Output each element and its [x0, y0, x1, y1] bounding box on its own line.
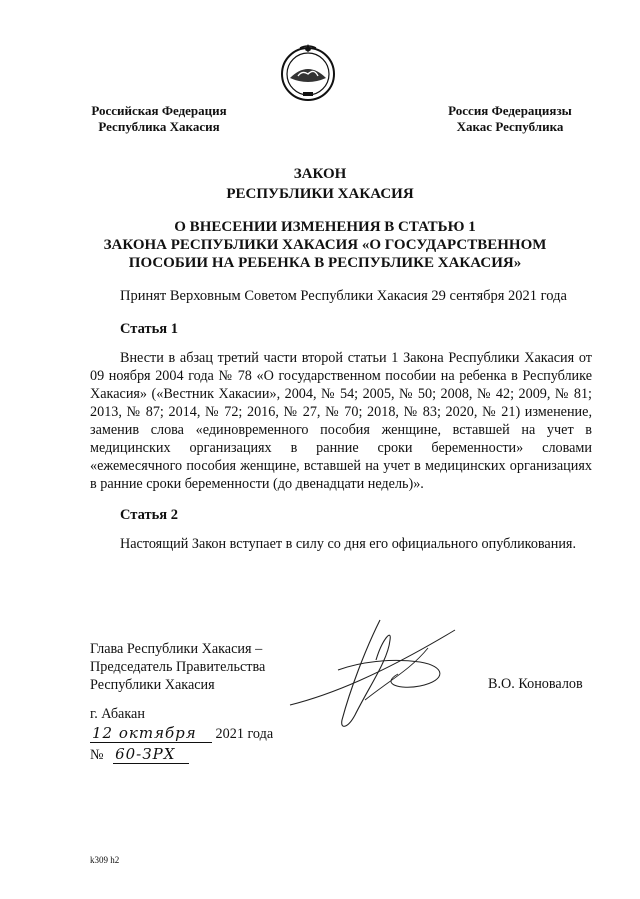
law-number — [90, 745, 189, 764]
law-title-line-2: РЕСПУБЛИКИ ХАКАСИЯ — [226, 186, 414, 202]
header-right-line-1: Россия Федерациязы — [448, 103, 572, 118]
date-suffix: 2021 года — [215, 726, 274, 742]
number-sign: № — [90, 747, 104, 763]
header-left-line-2: Республика Хакасия — [98, 119, 220, 134]
signatory-position-line-1: Глава Республики Хакасия – — [90, 641, 263, 657]
handwritten-date: 12 октября — [90, 724, 212, 743]
header-left — [84, 103, 234, 135]
signing-date — [90, 724, 273, 743]
signatory-name: В.О. Коновалов — [488, 676, 583, 692]
handwritten-number: 60-ЗРХ — [113, 745, 189, 764]
place-of-signing: г. Абакан — [90, 706, 145, 722]
signatory-position — [90, 640, 265, 694]
article-1-heading: Статья 1 — [120, 321, 178, 337]
article-1-text: Внести в абзац третий части второй статьи 1 Закона Республики Хакасия от 09 ноября 2004 года № 78 «О государственном пособии на ребенка в Республике Хакасия» («Вестник Хакасии», 2004, № 54; 2005, № 50; 2008, № 42; 2009, № 81; 2013, № 87; 2014, № 72; 2016, № 27, № 70; 2018, № 83; 2020, № 21) изменение, заменив слова «единовременного пособия женщине, вставшей на учет в медицинских организациях в ранние сроки беременности» словами «ежемесячного пособия женщине, вставшей на учет в медицинских организациях в ранние сроки беременности (до двенадцати недель)». — [90, 350, 592, 492]
article-2-text: Настоящий Закон вступает в силу со дня его официального опубликования. — [120, 536, 576, 552]
header-right — [430, 103, 590, 135]
law-subject-line-3: ПОСОБИИ НА РЕБЕНКА В РЕСПУБЛИКЕ ХАКАСИЯ» — [128, 255, 522, 271]
signatory-position-line-2: Председатель Правительства — [90, 659, 266, 675]
law-subject-line-1: О ВНЕСЕНИИ ИЗМЕНЕНИЯ В СТАТЬЮ 1 — [174, 219, 476, 235]
law-title-line-1: ЗАКОН — [293, 166, 347, 182]
footer-code: k309 h2 — [90, 855, 120, 865]
article-2-heading: Статья 2 — [120, 507, 178, 523]
law-subject — [90, 218, 560, 272]
adoption-statement: Принят Верховным Советом Республики Хакасия 29 сентября 2021 года — [120, 288, 567, 304]
handwritten-signature — [270, 600, 490, 750]
law-title — [0, 164, 640, 204]
header-left-line-1: Российская Федерация — [91, 103, 227, 118]
header-right-line-2: Хакас Республика — [456, 119, 564, 134]
law-subject-line-2: ЗАКОНА РЕСПУБЛИКИ ХАКАСИЯ «О ГОСУДАРСТВЕННОМ — [103, 237, 547, 253]
signatory-position-line-3: Республики Хакасия — [90, 677, 215, 693]
coat-of-arms-emblem — [276, 40, 340, 104]
